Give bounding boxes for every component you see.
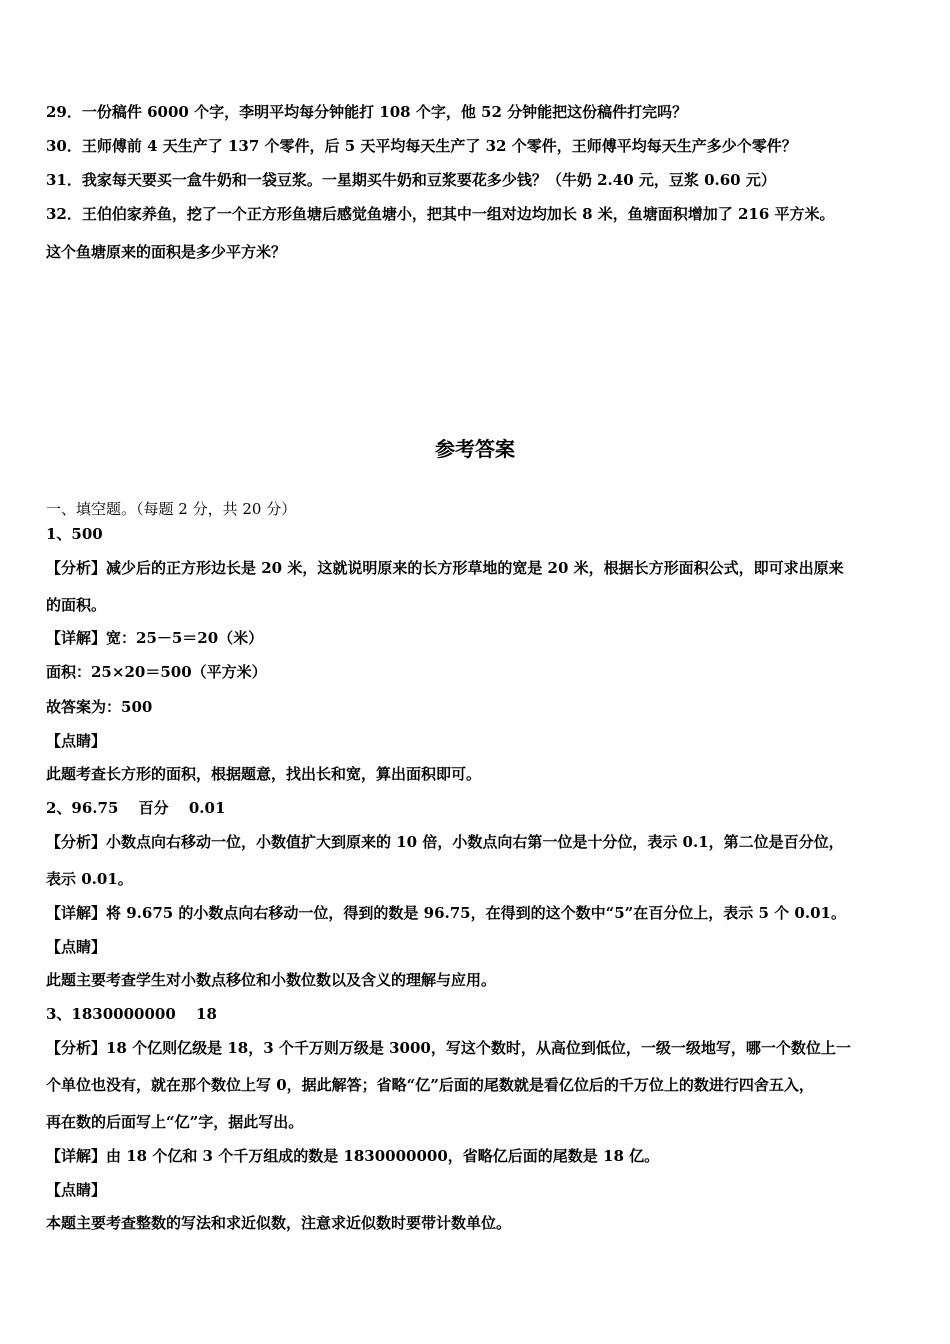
answer-3-comment: 本题主要考查整数的写法和求近似数，注意求近似数时要带计数单位。 (46, 1214, 512, 1232)
answer-3-detail-line1: 【详解】由 18 个亿和 3 个千万组成的数是 1830000000，省略亿后面的尾数是 18 亿。 (46, 1147, 660, 1165)
answer-1-comment-label: 【点睛】 (46, 732, 107, 750)
answer-3-comment-label: 【点睛】 (46, 1181, 107, 1199)
answer-2-comment-label: 【点睛】 (46, 938, 107, 956)
answer-1-comment: 此题考查长方形的面积，根据题意，找出长和宽，算出面积即可。 (46, 765, 482, 783)
question-32-line2: 这个鱼塘原来的面积是多少平方米？ (46, 243, 287, 261)
answer-2-comment: 此题主要考查学生对小数点移位和小数位数以及含义的理解与应用。 (46, 971, 497, 989)
answer-2-analysis-line2: 表示 0.01。 (46, 870, 133, 888)
answer-1-detail-line1: 【详解】宽：25－5＝20（米） (46, 629, 264, 647)
question-30: 30．王师傅前 4 天生产了 137 个零件，后 5 天平均每天生产了 32 个零件，王师傅平均每天生产多少个零件？ (46, 137, 797, 155)
answer-title: 参考答案 (435, 437, 515, 461)
answer-2-detail-line1: 【详解】将 9.675 的小数点向右移动一位，得到的数是 96.75，在得到的这个数中“5”在百分位上，表示 5 个 0.01。 (46, 904, 846, 922)
question-29: 29．一份稿件 6000 个字，李明平均每分钟能打 108 个字，他 52 分钟能把这份稿件打完吗？ (46, 103, 688, 121)
answer-2-analysis-line1: 【分析】小数点向右移动一位，小数值扩大到原来的 10 倍，小数点向右第一位是十分位，表示 0.1，第二位是百分位， (46, 833, 844, 851)
answer-1-number: 1、500 (46, 525, 103, 543)
answer-1-analysis-line2: 的面积。 (46, 596, 107, 614)
answer-2-number: 2、96.75 百分 0.01 (46, 799, 226, 817)
answer-1-detail-line2: 面积：25×20＝500（平方米） (46, 663, 267, 681)
answer-3-number: 3、1830000000 18 (46, 1005, 217, 1023)
question-31: 31．我家每天要买一盒牛奶和一袋豆浆。一星期买牛奶和豆浆要花多少钱？（牛奶 2.40 元，豆浆 0.60 元） (46, 171, 776, 189)
answer-3-analysis-line2: 个单位也没有，就在那个数位上写 0，据此解答；省略“亿”后面的尾数就是看亿位后的千万位上的数进行四舍五入， (46, 1076, 814, 1094)
answer-3-analysis-line1: 【分析】18 个亿则亿级是 18，3 个千万则万级是 3000，写这个数时，从高位到低位，一级一级地写，哪一个数位上一 (46, 1039, 851, 1057)
question-32-line1: 32．王伯伯家养鱼，挖了一个正方形鱼塘后感觉鱼塘小，把其中一组对边均加长 8 米，鱼塘面积增加了 216 平方米。 (46, 205, 835, 223)
answer-1-analysis-line1: 【分析】减少后的正方形边长是 20 米，这就说明原来的长方形草地的宽是 20 米，根据长方形面积公式，即可求出原来 (46, 559, 844, 577)
answer-1-detail-line3: 故答案为：500 (46, 698, 153, 716)
answer-3-analysis-line3: 再在数的后面写上“亿”字，据此写出。 (46, 1113, 304, 1131)
section-heading: 一、填空题。（每题 2 分，共 20 分） (46, 500, 297, 518)
